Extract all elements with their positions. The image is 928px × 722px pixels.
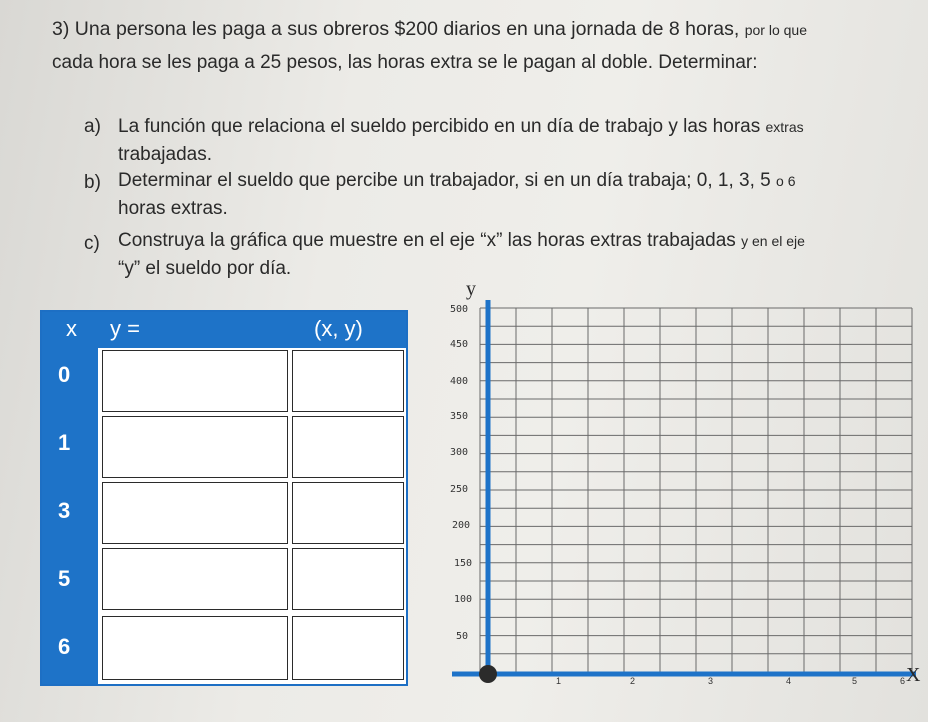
item-c-line-1 xyxy=(118,230,805,252)
x-tick-label: 5 xyxy=(852,676,858,686)
x-axis-letter: X xyxy=(906,664,921,686)
problem-line-1-main: 3) Una persona les paga a sus obreros $200 diarios en una jornada de 8 horas, xyxy=(52,18,740,40)
x-tick-label: 4 xyxy=(786,676,792,686)
x-tick-label: 1 xyxy=(556,676,562,686)
y-cell[interactable] xyxy=(102,350,288,412)
item-b-line-1-small: o 6 xyxy=(776,173,796,189)
item-a-line-1 xyxy=(118,116,804,138)
y-cell[interactable] xyxy=(102,616,288,680)
x-value: 0 xyxy=(58,362,71,387)
item-b-letter: b) xyxy=(84,172,101,193)
y-tick-label: 300 xyxy=(450,447,469,458)
grid-lines xyxy=(480,308,912,672)
empty-graph xyxy=(440,280,928,722)
graph-grid xyxy=(440,280,928,722)
x-value: 3 xyxy=(58,498,71,523)
values-table xyxy=(40,310,408,686)
y-tick-label: 500 xyxy=(450,304,469,315)
x-tick-label: 6 xyxy=(900,676,906,686)
origin-dot xyxy=(479,665,497,683)
item-c-letter: c) xyxy=(84,233,100,254)
item-c-line-2: “y” el sueldo por día. xyxy=(118,258,292,279)
y-tick-label: 200 xyxy=(452,520,471,531)
header-xy: (x, y) xyxy=(314,316,363,341)
x-value: 1 xyxy=(58,430,71,455)
item-a-line-2: trabajadas. xyxy=(118,144,213,165)
y-cell[interactable] xyxy=(102,548,288,610)
xy-cell[interactable] xyxy=(292,416,404,478)
y-tick-label: 350 xyxy=(450,411,469,422)
item-b-line-1 xyxy=(118,170,796,192)
y-tick-label: 100 xyxy=(454,594,473,605)
y-axis-letter: y xyxy=(466,278,476,300)
y-tick-label: 250 xyxy=(450,484,469,495)
item-a-letter: a) xyxy=(84,116,101,137)
xy-cell[interactable] xyxy=(292,548,404,610)
table-header xyxy=(42,312,406,348)
item-b-line-1-main: Determinar el sueldo que percibe un trabajador, si en un día trabaja; 0, 1, 3, 5 xyxy=(118,170,771,191)
item-a-line-1-main: La función que relaciona el sueldo percibido en un día de trabajo y las horas xyxy=(118,116,761,137)
problem-line-2: cada hora se les paga a 25 pesos, las horas extra se le pagan al doble. Determinar: xyxy=(52,52,758,73)
y-cell[interactable] xyxy=(102,482,288,544)
y-tick-label: 450 xyxy=(450,339,469,350)
xy-cell[interactable] xyxy=(292,350,404,412)
header-y: y = xyxy=(110,316,140,341)
item-a-line-1-small: extras xyxy=(765,119,804,135)
item-c-line-1-main: Construya la gráfica que muestre en el eje “x” las horas extras trabajadas xyxy=(118,230,736,251)
xy-cell[interactable] xyxy=(292,616,404,680)
header-x: x xyxy=(66,316,77,341)
y-tick-label: 50 xyxy=(456,631,469,642)
item-b-line-2: horas extras. xyxy=(118,198,228,219)
x-tick-label: 3 xyxy=(708,676,714,686)
x-value: 6 xyxy=(58,634,71,659)
problem-line-1-small: por lo que xyxy=(744,22,807,38)
xy-cell[interactable] xyxy=(292,482,404,544)
problem-line-1 xyxy=(52,18,807,41)
y-cell[interactable] xyxy=(102,416,288,478)
x-tick-label: 2 xyxy=(630,676,636,686)
axes xyxy=(452,300,916,683)
y-tick-label: 400 xyxy=(450,376,469,387)
item-c-line-1-small: y en el eje xyxy=(741,233,805,249)
x-value: 5 xyxy=(58,566,71,591)
y-tick-label: 150 xyxy=(454,558,473,569)
x-column xyxy=(42,348,98,684)
